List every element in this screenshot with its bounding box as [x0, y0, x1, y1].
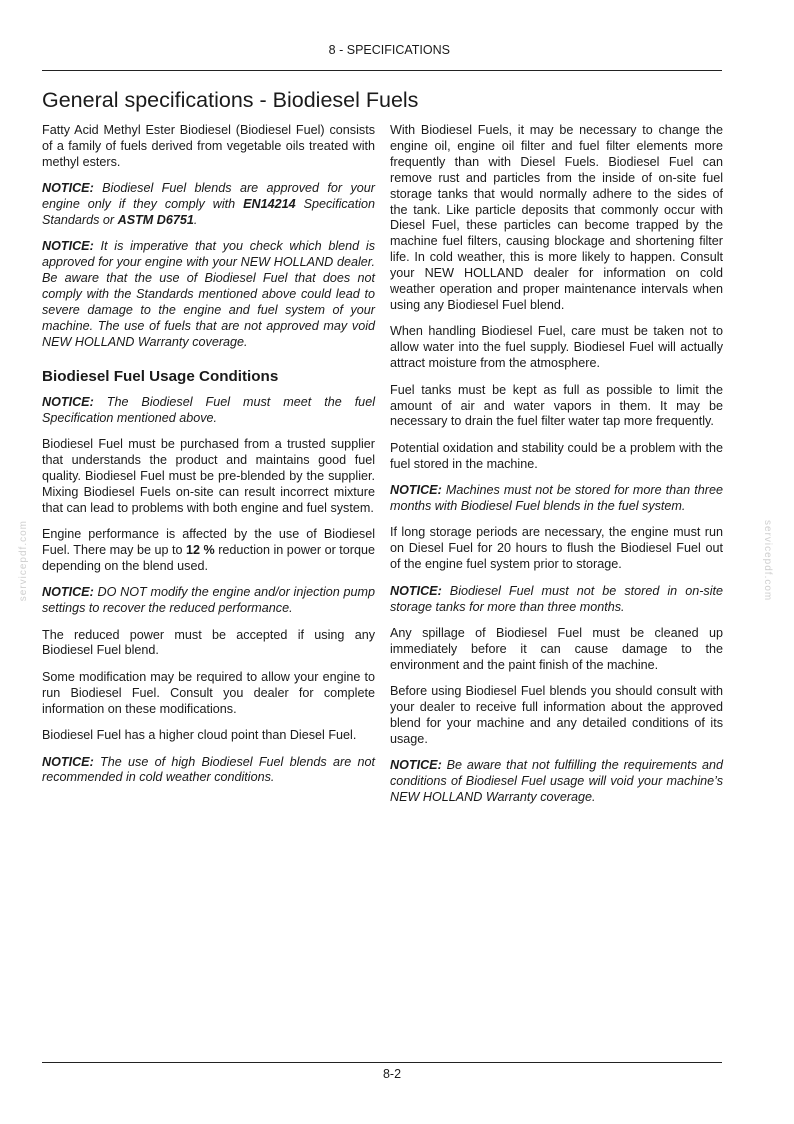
standard-en14214: EN14214 [243, 197, 296, 212]
long-storage-paragraph: If long storage periods are necessary, the engine must run on Diesel Fuel for 20 hours to flush the Biodiesel Fuel out of the engine fuel system prior to storage. [390, 525, 723, 572]
section-label: 8 - SPECIFICATIONS [328, 43, 450, 57]
modification-paragraph: Some modification may be required to allow your engine to run Biodiesel Fuel. Consult you dealer for complete information on these modifications. [42, 669, 375, 716]
watermark-left: servicepdf.com [18, 520, 29, 602]
spillage-paragraph: Any spillage of Biodiesel Fuel must be cleaned up immediately before it can cause damage to the environment and the paint finish of the machine. [390, 625, 723, 672]
notice-label: NOTICE: [42, 239, 94, 254]
right-column [390, 123, 723, 817]
oxidation-paragraph: Potential oxidation and stability could be a problem with the fuel stored in the machine. [390, 440, 723, 471]
notice-label: NOTICE: [42, 181, 94, 196]
purchase-paragraph: Biodiesel Fuel must be purchased from a trusted supplier that understands the product and maintains good fuel quality. Biodiesel Fuel must be pre-blended by the supplier. Mixing Biodiesel Fuels on-site can result incorrect mixture that can lead to problems with both engine and fuel system. [42, 437, 375, 515]
notice-warranty: NOTICE: Be aware that not fulfilling the requirements and conditions of Biodiesel Fuel usage will void your machine’s NEW HOLLAND Warranty coverage. [390, 758, 723, 805]
reduced-power-paragraph: The reduced power must be accepted if using any Biodiesel Fuel blend. [42, 627, 375, 658]
notice-approved-blends: NOTICE: Biodiesel Fuel blends are approved for your engine only if they comply with EN14214 Specification Standards or ASTM D6751. [42, 181, 375, 228]
left-column [42, 123, 375, 797]
page-number: 8-2 [382, 1067, 402, 1081]
notice-check-blend: NOTICE: It is imperative that you check which blend is approved for your engine with your NEW HOLLAND dealer. Be aware that the use of Biodiesel Fuel that does not comply with the Standards mentioned above could lead to severe damage to the engine and fuel system of your machine. The use of fuels that are not approved may void NEW HOLLAND Warranty coverage. [42, 239, 375, 349]
notice-label: NOTICE: [42, 394, 94, 409]
notice-label: NOTICE: [390, 583, 442, 598]
footer-rule [42, 1062, 722, 1063]
standard-astm-d6751: ASTM D6751 [117, 213, 194, 228]
notice-label: NOTICE: [42, 585, 94, 600]
watermark-right: servicepdf.com [762, 520, 773, 602]
notice-do-not-modify: NOTICE: DO NOT modify the engine and/or injection pump settings to recover the reduced performance. [42, 585, 375, 616]
maintenance-paragraph: With Biodiesel Fuels, it may be necessary to change the engine oil, engine oil filter and fuel filter elements more frequently than with Diesel Fuels. Biodiesel Fuel can remove rust and particles from the inside of on-site fuel storage tanks that would normally adhere to the sides of the tank. Like particle deposits that commonly occur with Diesel Fuel, these particles can become trapped by the machine fuel filters, causing blockage and shortening filter life. In cold weather, this is more likely to happen. Consult your NEW HOLLAND dealer for information on cold weather operation and proper maintenance intervals when using any Biodiesel Fuel blend. [390, 123, 723, 312]
section-heading: Biodiesel Fuel Usage Conditions [42, 367, 279, 385]
notice-fuel-spec: NOTICE: The Biodiesel Fuel must meet the fuel Specification mentioned above. [42, 394, 375, 425]
notice-storage-tanks: NOTICE: Biodiesel Fuel must not be stored in on-site storage tanks for more than three months. [390, 583, 723, 614]
notice-label: NOTICE: [42, 754, 94, 769]
consult-dealer-paragraph: Before using Biodiesel Fuel blends you should consult with your dealer to receive full information about the approved blend for your machine and any detailed conditions of its usage. [390, 684, 723, 746]
cloud-point-paragraph: Biodiesel Fuel has a higher cloud point than Diesel Fuel. [42, 728, 357, 743]
fuel-tank-paragraph: Fuel tanks must be kept as full as possible to limit the amount of air and water vapors in them. It may be necessary to drain the fuel filter water tap more frequently. [390, 382, 723, 429]
running-header [42, 43, 722, 57]
header-rule [42, 70, 722, 71]
power-reduction-value: 12 % [185, 542, 215, 557]
notice-storage-machine: NOTICE: Machines must not be stored for more than three months with Biodiesel Fuel blends in the fuel system. [390, 483, 723, 514]
water-paragraph: When handling Biodiesel Fuel, care must be taken not to allow water into the fuel supply. Biodiesel Fuel will actually attract moisture from the atmosphere. [390, 324, 723, 371]
notice-label: NOTICE: [390, 483, 442, 498]
notice-label: NOTICE: [390, 758, 442, 773]
page-title: General specifications - Biodiesel Fuels [42, 88, 419, 112]
performance-paragraph: Engine performance is affected by the use of Biodiesel Fuel. There may be up to 12 % reduction in power or torque depending on the blend used. [42, 527, 376, 573]
notice-cold-weather: NOTICE: The use of high Biodiesel Fuel blends are not recommended in cold weather conditions. [42, 754, 375, 785]
intro-paragraph: Fatty Acid Methyl Ester Biodiesel (Biodiesel Fuel) consists of a family of fuels derived from vegetable oils treated with methyl esters. [42, 123, 375, 169]
